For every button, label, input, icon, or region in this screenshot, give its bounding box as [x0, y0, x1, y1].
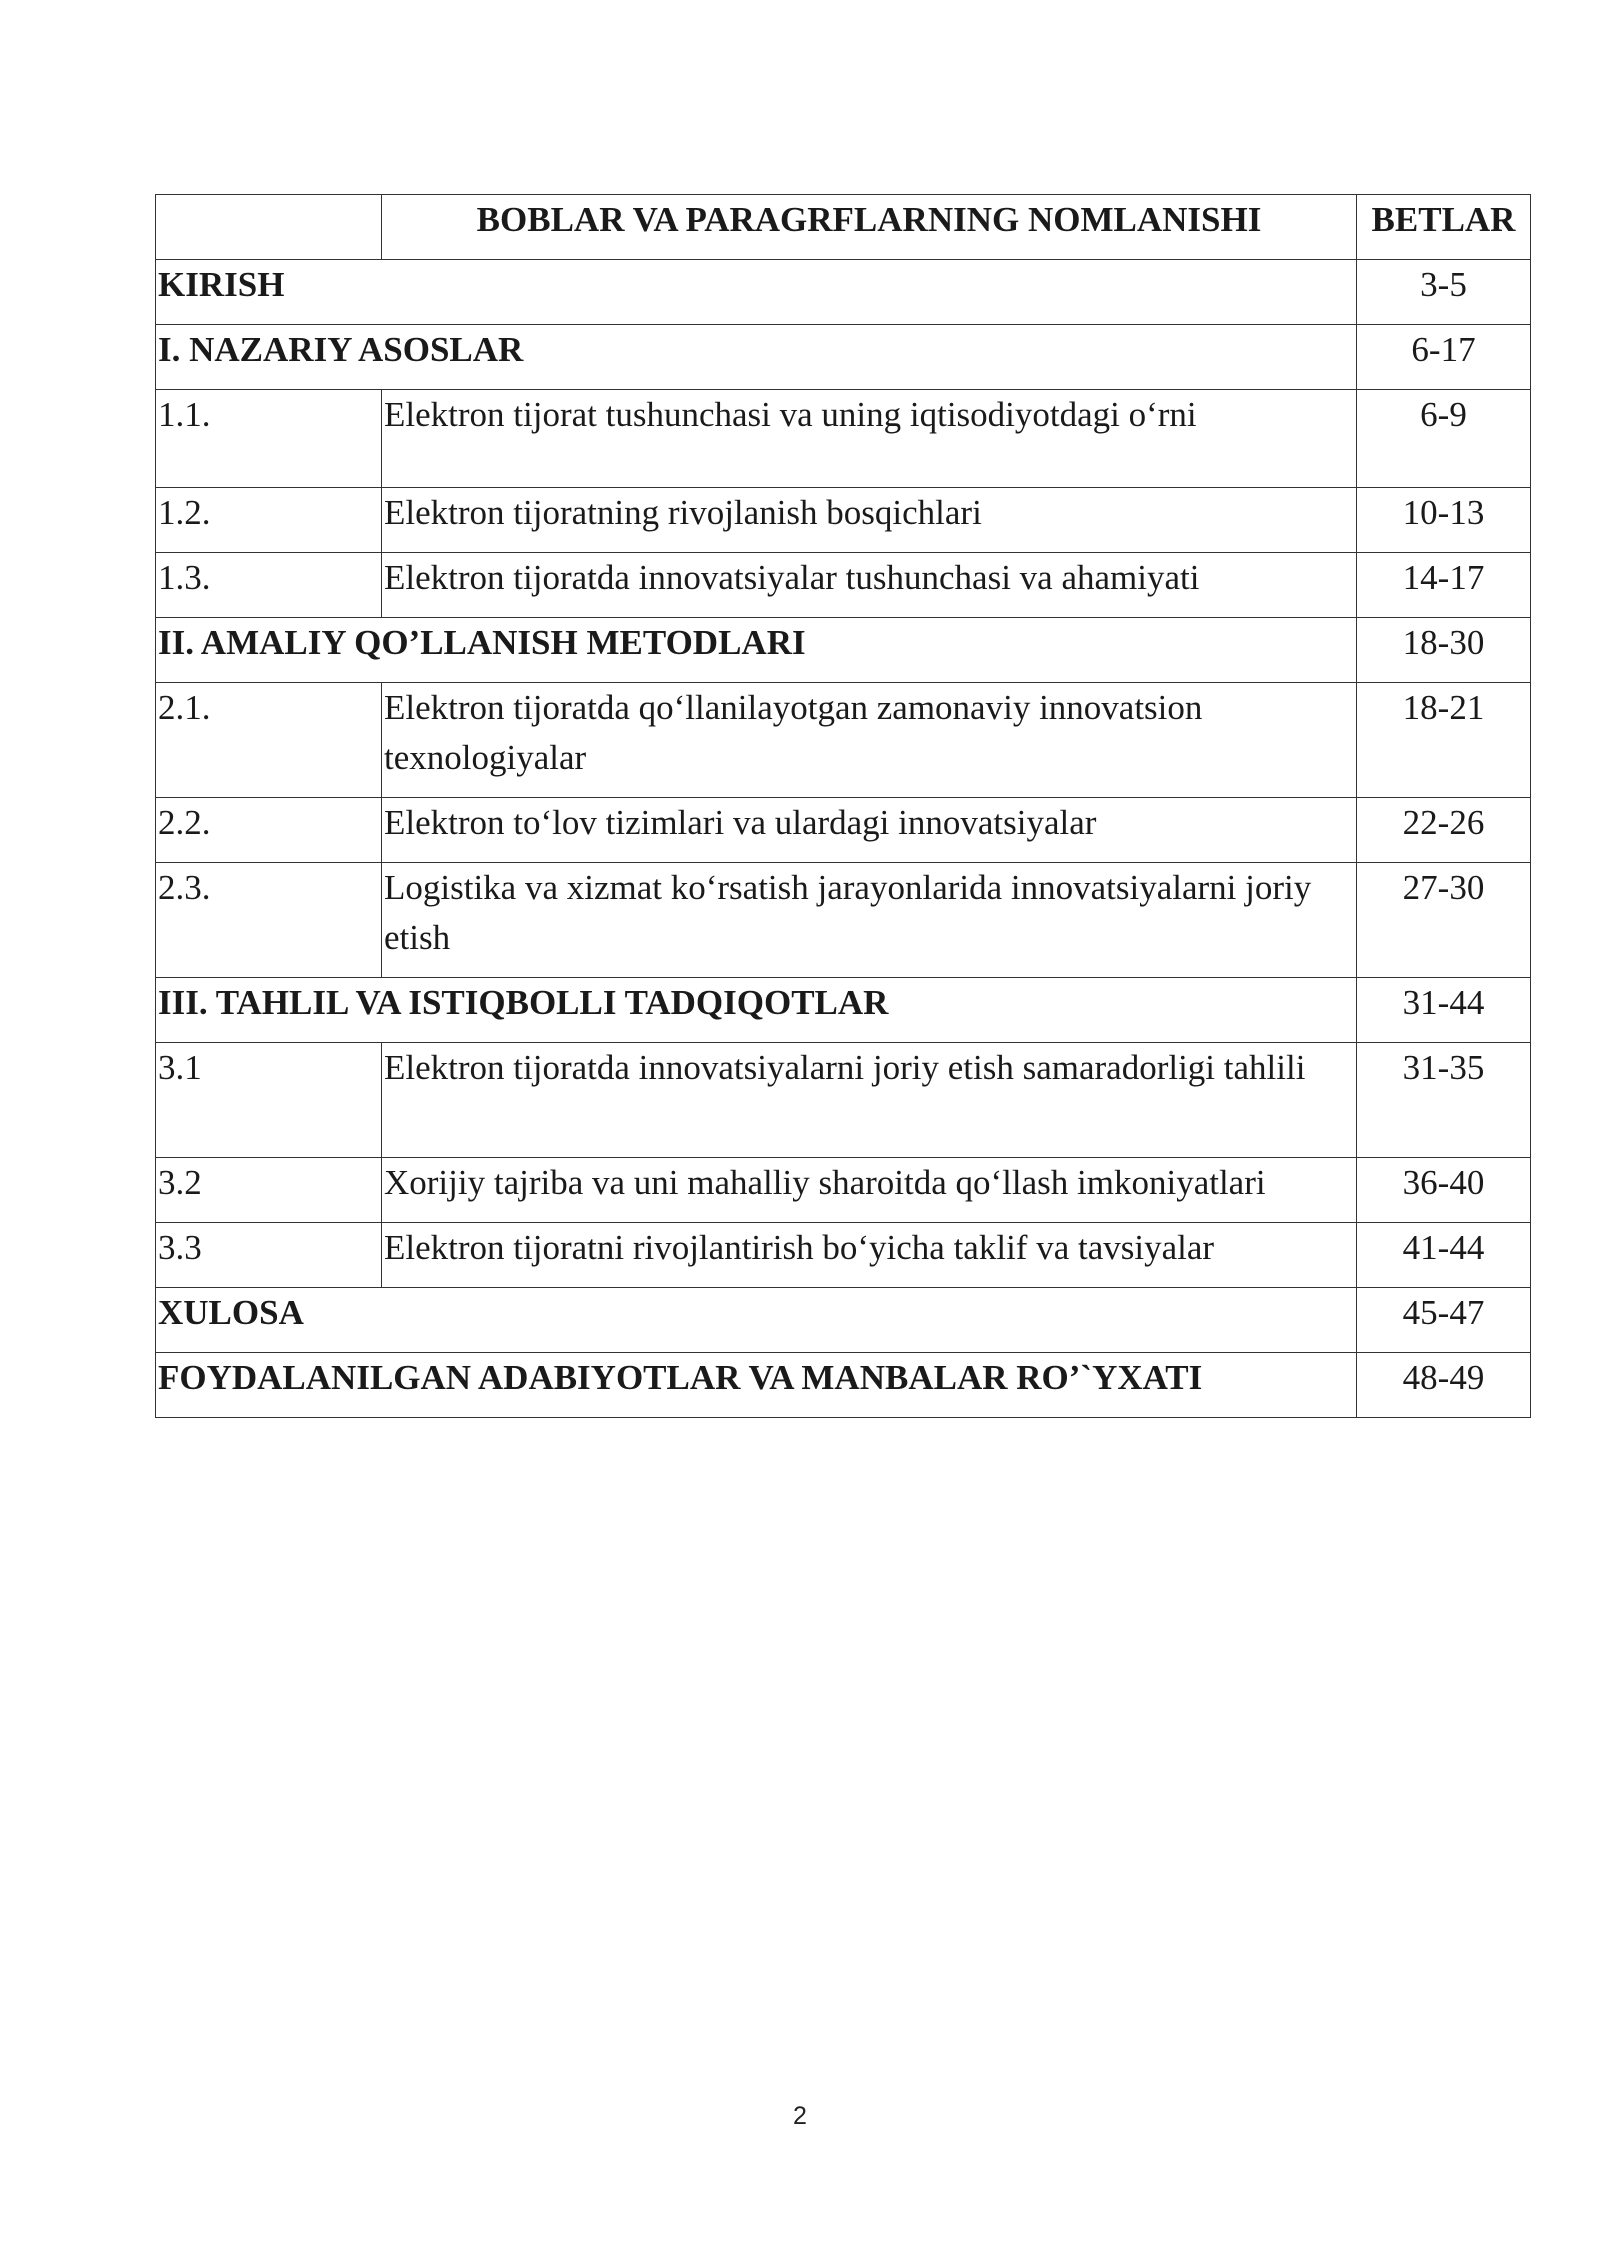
page-range: 6-17 [1357, 325, 1531, 390]
section-title: XULOSA [156, 1288, 1357, 1353]
table-row [156, 798, 1531, 863]
subsection-title: Elektron tijorat tushunchasi va uning iqtisodiyotdagi o‘rni [382, 390, 1357, 488]
page-range: 3-5 [1357, 260, 1531, 325]
section-title: KIRISH [156, 260, 1357, 325]
table-row [156, 553, 1531, 618]
subsection-number: 3.1 [156, 1043, 382, 1158]
subsection-number: 2.2. [156, 798, 382, 863]
page-range: 41-44 [1357, 1223, 1531, 1288]
subsection-number: 2.3. [156, 863, 382, 978]
page-range: 22-26 [1357, 798, 1531, 863]
page-range: 45-47 [1357, 1288, 1531, 1353]
header-pages: BETLAR [1357, 195, 1531, 260]
subsection-title: Elektron tijoratni rivojlantirish bo‘yicha taklif va tavsiyalar [382, 1223, 1357, 1288]
table-row [156, 683, 1531, 798]
page-range: 14-17 [1357, 553, 1531, 618]
page-range: 18-30 [1357, 618, 1531, 683]
table-row [156, 325, 1531, 390]
table-row [156, 1223, 1531, 1288]
subsection-number: 1.2. [156, 488, 382, 553]
subsection-number: 3.3 [156, 1223, 382, 1288]
subsection-title: Elektron tijoratda innovatsiyalarni joriy etish samaradorligi tahlili [382, 1043, 1357, 1158]
page-number: 2 [793, 2102, 807, 2130]
table-row [156, 978, 1531, 1043]
table-row [156, 1043, 1531, 1158]
table-row [156, 863, 1531, 978]
subsection-number: 1.1. [156, 390, 382, 488]
table-row [156, 390, 1531, 488]
page-range: 10-13 [1357, 488, 1531, 553]
table-row [156, 1288, 1531, 1353]
header-empty-cell [156, 195, 382, 260]
header-title: BOBLAR VA PARAGRFLARNING NOMLANISHI [382, 195, 1357, 260]
page-range: 31-35 [1357, 1043, 1531, 1158]
page-range: 6-9 [1357, 390, 1531, 488]
table-row [156, 1353, 1531, 1418]
subsection-number: 3.2 [156, 1158, 382, 1223]
page-range: 31-44 [1357, 978, 1531, 1043]
subsection-title: Elektron tijoratda innovatsiyalar tushunchasi va ahamiyati [382, 553, 1357, 618]
table-row [156, 488, 1531, 553]
page-range: 18-21 [1357, 683, 1531, 798]
subsection-number: 2.1. [156, 683, 382, 798]
table-of-contents [155, 194, 1531, 1418]
table-row [156, 1158, 1531, 1223]
page-range: 48-49 [1357, 1353, 1531, 1418]
table-row [156, 618, 1531, 683]
section-title: FOYDALANILGAN ADABIYOTLAR VA MANBALAR RO’`YXATI [156, 1353, 1357, 1418]
subsection-title: Elektron to‘lov tizimlari va ulardagi innovatsiyalar [382, 798, 1357, 863]
section-title: I. NAZARIY ASOSLAR [156, 325, 1357, 390]
section-title: II. AMALIY QO’LLANISH METODLARI [156, 618, 1357, 683]
subsection-number: 1.3. [156, 553, 382, 618]
subsection-title: Xorijiy tajriba va uni mahalliy sharoitda qo‘llash imkoniyatlari [382, 1158, 1357, 1223]
subsection-title: Elektron tijoratning rivojlanish bosqichlari [382, 488, 1357, 553]
page-range: 27-30 [1357, 863, 1531, 978]
table-header-row [156, 195, 1531, 260]
table-row [156, 260, 1531, 325]
subsection-title: Elektron tijoratda qo‘llanilayotgan zamonaviy innovatsion texnologiyalar [382, 683, 1357, 798]
subsection-title: Logistika va xizmat ko‘rsatish jarayonlarida innovatsiyalarni joriy etish [382, 863, 1357, 978]
page-range: 36-40 [1357, 1158, 1531, 1223]
section-title: III. TAHLIL VA ISTIQBOLLI TADQIQOTLAR [156, 978, 1357, 1043]
